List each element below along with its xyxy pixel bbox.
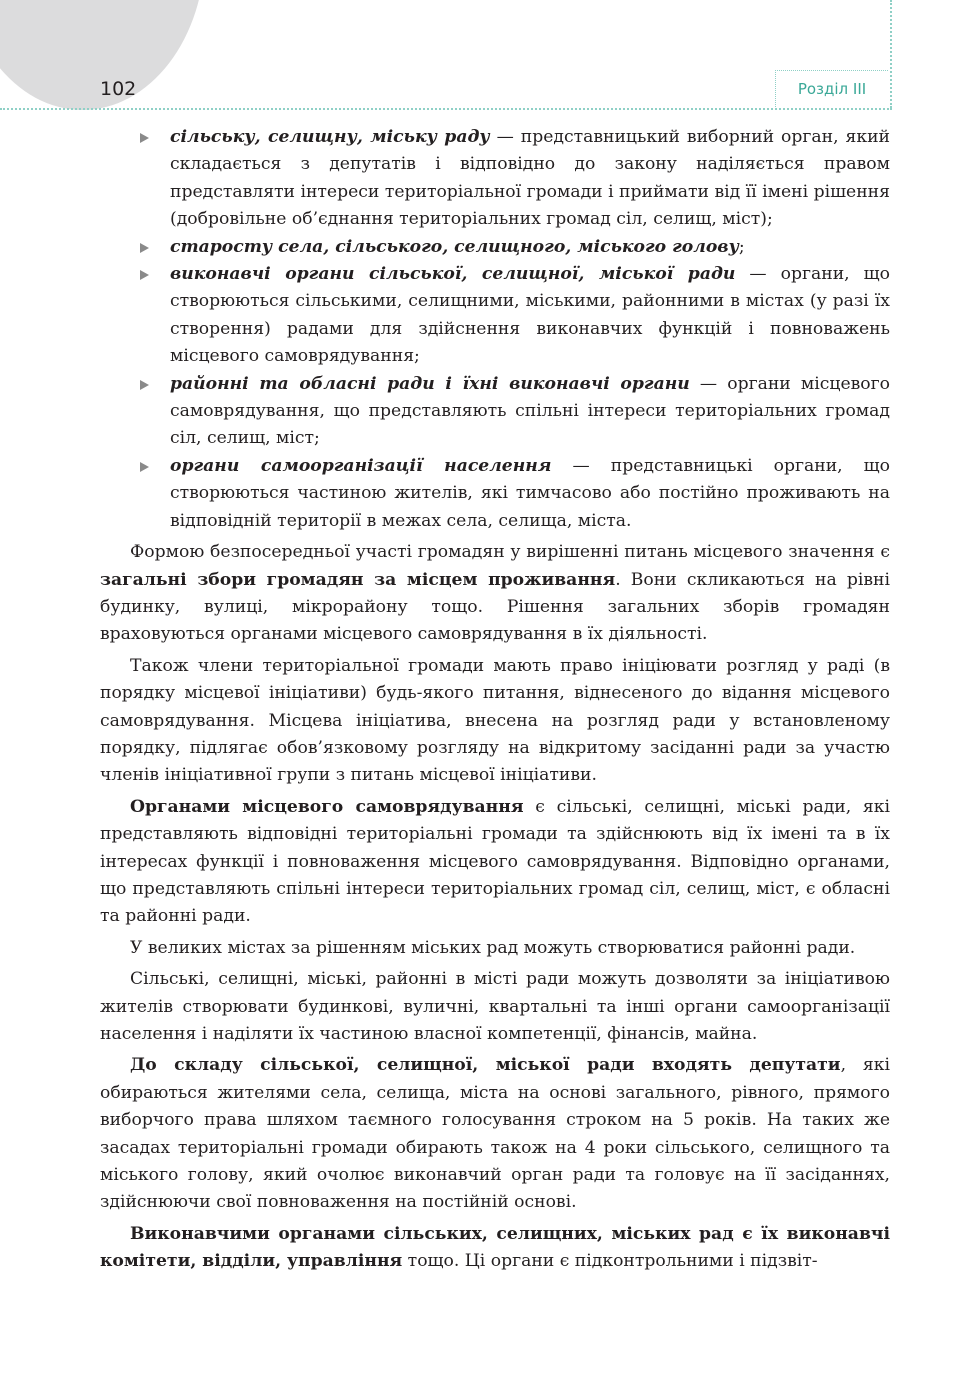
bullet-term: районні та обласні ради і їхні виконавчі органи	[170, 373, 690, 394]
paragraph-bold: Виконавчими органами сільських, селищних, міських рад є їх виконавчі комітети, відділи, управління	[100, 1223, 890, 1272]
page-number: 102	[100, 78, 137, 100]
page-content	[100, 124, 890, 1280]
triangle-bullet-icon	[140, 243, 149, 253]
bullet-term: старосту села, сільського, селищного, міського голову	[170, 236, 739, 257]
paragraph-text: , які обираються жителями села, селища, міста на основі загального, рівного, прямого виборчого права шляхом таємного голосування строком на 5 років. На таких же засадах територіальні громади обирають також на 4 роки сільського, селищного та міського голову, який очолює виконавчий орган ради та головує на її засіданнях, здійснюючи свої повноваження на постійній основі.	[100, 1055, 890, 1213]
bullet-term: сільську, селищну, міську раду	[170, 127, 490, 147]
paragraph-bold: загальні збори громадян за місцем проживання	[100, 569, 616, 590]
list-item	[100, 261, 890, 371]
bullet-text: — органи, що створюються сільськими, селищними, міськими, районними в містах (у разі їх створення) радами для здійснення виконавчих функцій і повноважень місцевого самоврядування;	[170, 264, 890, 367]
paragraph-bold: До складу сільської, селищної, міської ради входять депутати	[130, 1055, 841, 1076]
bullet-text: — представницькі органи, що створюються частиною жителів, які тимчасово або постійно проживають на відповідній території в межах села, селища, міста.	[170, 455, 890, 531]
paragraph-bold: Органами місцевого самоврядування	[130, 796, 524, 817]
triangle-bullet-icon	[140, 133, 149, 143]
list-item	[100, 234, 890, 261]
header-vertical-divider	[890, 0, 892, 108]
paragraph-text: . Вони скликаються на рівні будинку, вулиці, мікрорайону тощо. Рішення загальних зборів громадян враховуються органами місцевого самоврядування в їх діяльності.	[100, 569, 890, 645]
bullet-list	[100, 124, 890, 535]
paragraph	[100, 1052, 890, 1216]
paragraph-text: Формою безпосередньої участі громадян у вирішенні питань місцевого значення є	[130, 542, 890, 563]
paragraph	[100, 966, 890, 1048]
paragraph	[100, 1221, 890, 1276]
header-divider	[0, 108, 892, 110]
triangle-bullet-icon	[140, 270, 149, 280]
list-item	[100, 371, 890, 453]
paragraph	[100, 539, 890, 649]
paragraph	[100, 653, 890, 790]
triangle-bullet-icon	[140, 380, 149, 390]
paragraph	[100, 935, 890, 962]
list-item	[100, 453, 890, 535]
triangle-bullet-icon	[140, 462, 149, 472]
paragraph-text: У великих містах за рішенням міських рад можуть створюватися районні ради.	[130, 937, 856, 958]
list-item	[100, 124, 890, 234]
paragraph-text: Сільські, селищні, міські, районні в місті ради можуть дозволяти за ініціативою жителів створювати будинкові, вуличні, квартальні та інші органи самоорганізації населення і наділяти їх частиною власної компетенції, фінансів, майна.	[100, 969, 890, 1044]
bullet-term: виконавчі органи сільської, селищної, міської ради	[170, 264, 736, 285]
paragraph	[100, 794, 890, 931]
section-label: Розділ ІІІ	[775, 70, 888, 107]
paragraph-text: тощо. Ці органи є підконтрольними і підзвіт-	[402, 1251, 818, 1272]
bullet-text: — представницький виборний орган, який складається з депутатів і відповідно до закону наділяється правом представляти інтереси територіальної громади і приймати від її імені рішення (добровільне об’єднання територіальних громад сіл, селищ, міст);	[170, 127, 890, 230]
bullet-text: — органи місцевого самоврядування, що представляють спільні інтереси територіальних громад сіл, селищ, міст;	[170, 373, 890, 449]
paragraph-text: є сільські, селищні, міські ради, які представляють відповідні територіальні громади та здійснюють від їх імені та в їх інтересах функції і повноваження місцевого самоврядування. Відповідно органами, що представляють спільні інтереси територіальних громад сіл, селищ, міст, є обласні та районні ради.	[100, 796, 890, 927]
bullet-text: ;	[738, 236, 745, 257]
bullet-term: органи самоорганізації населення	[170, 455, 552, 476]
paragraph-text: Також члени територіальної громади мають право ініціювати розгляд у раді (в порядку місцевої ініціативи) будь-якого питання, віднесеного до відання місцевого самоврядування. Місцева ініціатива, внесена на розгляд ради у встановленому порядку, підлягає обов’язковому розгляду на відкритому засіданні ради за участю членів ініціативної групи з питань місцевої ініціативи.	[100, 655, 890, 786]
